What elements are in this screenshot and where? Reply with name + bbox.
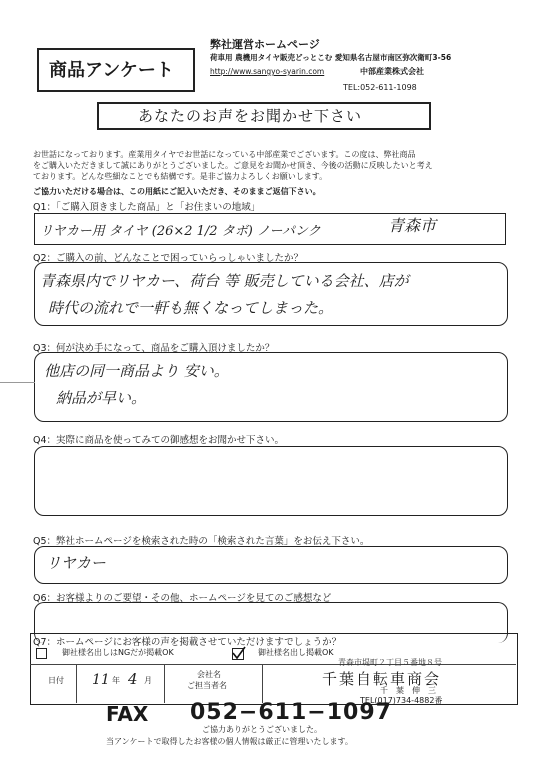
company-page-label: 弊社運営ホームページ (210, 38, 320, 51)
company-name: 中部産業株式会社 (360, 67, 424, 76)
q7-label: Q7：ホームページにお客様の声を掲載させていただけますでしょうか？ (33, 637, 342, 648)
q7-option-ng: 御社様名出しはNGだが掲載OK (62, 648, 174, 657)
form-title: 商品アンケート (49, 60, 174, 81)
q3-answer-line-1: 他店の同一商品より 安い。 (44, 362, 229, 380)
intro-line-2: をご購入いただきまして誠にありがとうございました。ご意見をお聞かせ頂き、今後の活動に反映したいと考え (33, 161, 433, 170)
date-divider (76, 664, 77, 703)
site-description: 荷車用 農機用タイヤ販売どっとこむ 愛知県名古屋市南区弥次衛町3-56 (210, 53, 452, 62)
fax-number: 052−611−1097 (190, 700, 392, 725)
q1-answer-product: リヤカー用 タイヤ (26×2 1/2 タボ) ノーパンク (40, 224, 321, 239)
company-tel: TEL:052-611-1098 (343, 83, 417, 92)
manager-divider (164, 664, 165, 703)
q3-label: Q3：何が決め手になって、商品をご購入頂けましたか？ (33, 343, 275, 354)
q1-answer-region: 青森市 (388, 216, 437, 235)
q2-answer-line-2: 時代の流れで一軒も無くなってしまった。 (48, 299, 334, 317)
intro-line-3: ております。どんな些細なことでも結構です。是非ご協力よろしくお願いします。 (33, 172, 328, 181)
check-mark-icon (232, 646, 246, 660)
q5-answer: リヤカー (46, 554, 106, 572)
q3-answer-line-2: 納品が早い。 (56, 389, 147, 407)
fax-label: FAX (106, 702, 149, 726)
date-year: 11 (92, 672, 110, 688)
footer-thanks: ご協力ありがとうございました。 (202, 725, 322, 734)
q5-label: Q5：弊社ホームページを検索された時の「検索された言葉」をお伝え下さい。 (33, 536, 370, 547)
q4-answer-box[interactable] (34, 446, 508, 516)
stamp-address: 青森市堤町２丁目５番地８号 (338, 658, 442, 667)
stamp-owner: 千 葉 伸 三 (380, 686, 436, 695)
banner-text: あなたのお声をお聞かせ下さい (138, 107, 363, 125)
intro-line-1: お世話になっております。産業用タイヤでお世話になっている中部産業でございます。この度は、弊社商品 (33, 150, 416, 159)
stamp-shop-name: 千葉自転車商会 (322, 670, 442, 688)
q4-label: Q4：実際に商品を使ってみての御感想をお聞かせ下さい。 (33, 435, 285, 446)
stamp-tel: TEL(017)734-4882番 (360, 696, 443, 705)
date-month: 4 (128, 670, 138, 688)
stamp-divider (262, 664, 263, 703)
q7-ok-checkbox[interactable] (232, 648, 244, 660)
footer-privacy: 当アンケートで取得したお客様の個人情報は厳正に管理いたします。 (106, 737, 353, 746)
q2-label: Q2：ご購入の前、どんなことで困っていらっしゃいましたか？ (33, 253, 304, 264)
date-year-unit: 年 (112, 676, 120, 685)
instruction: ご協力いただける場合は、この用紙にご記入いただき、そのままご返信下さい。 (33, 187, 321, 196)
q2-answer-line-1: 青森県内でリヤカー、荷台 等 販売している会社、店が (40, 272, 409, 290)
stray-pencil-mark (0, 382, 35, 383)
date-row-top-line (30, 664, 516, 665)
date-label: 日付 (48, 676, 64, 685)
q7-option-ok: 御社様名出し掲載OK (258, 648, 334, 657)
site-url[interactable]: http://www.sangyo-syarin.com (210, 67, 325, 76)
q1-label: Q1：「ご購入頂きました商品」と「お住まいの地域」 (33, 202, 261, 213)
manager-label-line2: ご担当者名 (187, 681, 227, 690)
manager-label-line1: 会社名 (197, 670, 221, 679)
q7-ng-checkbox[interactable] (36, 648, 47, 659)
q6-label: Q6：お客様よりのご要望・その他、ホームページを見てのご感想など (33, 593, 332, 604)
date-month-unit: 月 (144, 676, 152, 685)
